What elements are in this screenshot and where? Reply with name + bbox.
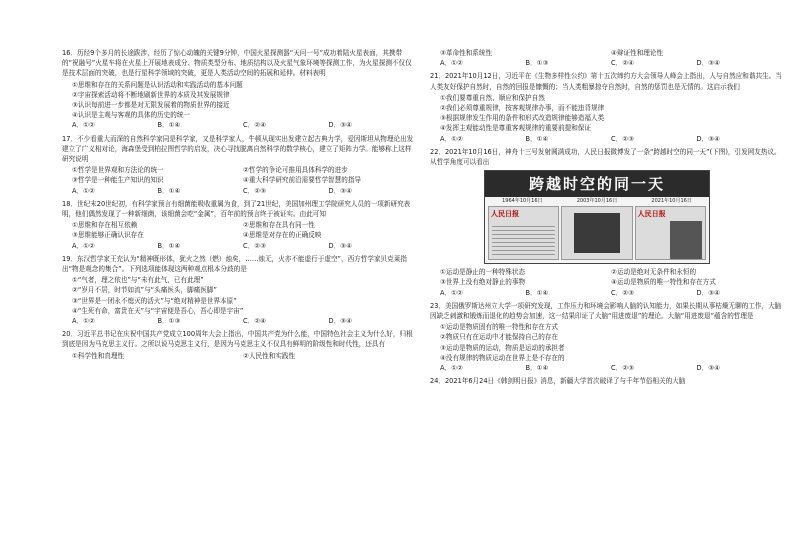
option-d[interactable]: D．③④ (328, 317, 352, 326)
statement: ④“生死有命，富贵在天”与“宇宙便是吾心，吾心即是宇宙” (72, 306, 244, 315)
option-c[interactable]: C．②④ (243, 317, 267, 326)
answer-options (440, 288, 782, 298)
question-23 (430, 301, 782, 373)
statement: ③思维能够正确认识存在 (72, 231, 144, 240)
left-column (62, 48, 414, 364)
statement: ①哲学是世界观和方法论的统一 (72, 166, 164, 175)
statement: ①我们要尊重自然、顺应和保护自然 (440, 93, 545, 102)
newspaper-page-image (561, 206, 632, 260)
rocket-photo (574, 213, 620, 253)
option-c[interactable]: C．②③ (243, 241, 267, 250)
statement-pairs (440, 48, 782, 58)
question-20-continued (430, 48, 782, 68)
answer-options (72, 241, 414, 251)
option-a[interactable]: A．①② (72, 186, 95, 195)
option-b[interactable]: B．①④ (157, 241, 181, 250)
statement: ④辩证性和理论性 (611, 49, 664, 57)
option-a[interactable]: A．①② (72, 241, 95, 250)
statement: ①思维和存在的关系问题是认识活动和实践活动的基本问题 (72, 80, 243, 89)
question-22 (430, 147, 782, 298)
statement: ②人民性和实践性 (243, 351, 296, 360)
statement: ④运动是物质的唯一特性和存在方式 (611, 278, 716, 287)
newspaper-page-image (488, 206, 559, 260)
answer-options (440, 363, 782, 373)
option-d[interactable]: D．③④ (696, 288, 720, 297)
option-c[interactable]: C．②③ (611, 364, 635, 373)
option-a[interactable]: A．①② (72, 121, 95, 130)
statement: ①科学性和真理性 (72, 351, 125, 360)
statement: ④重大科学研究前沿需要哲学智慧的指导 (243, 176, 362, 185)
option-d[interactable]: D．③④ (696, 134, 720, 143)
option-c[interactable]: C．②③ (611, 288, 635, 297)
date-label: 1964年10月16日 (502, 198, 543, 205)
question-stem: 20．习近平总书记在庆祝中国共产党成立100周年大会上指出，中国共产党为什么能，中国特色社会主义为什么好，归根到底是因为马克思主义行。之所以说马克思主义行，是因为马克思主义不仅具有鲜明的阶级性和时代性，还具有 (62, 330, 413, 349)
text-lines (492, 226, 555, 256)
option-a[interactable]: A．①② (440, 134, 463, 143)
question-stem: 21．2021年10月12日，习近平在《生物多样性公约》第十五次缔约方大会领导人峰会上指出，人与自然应和谐共生。当人类友好保护自然时，自然的回报是慷慨的；当人类粗暴掠夺自然时，自然的惩罚也是无情的。这启示我们 (430, 72, 782, 91)
option-b[interactable]: B．①③ (525, 59, 549, 68)
option-b[interactable]: B．①④ (157, 186, 181, 195)
question-stem: 16．历经9个多月的长途跋涉，经历了惊心动魄的关键9分钟，中国火星探测器“天问一号”成功着陆火星表面，其携带的“祝融号”火星车将在火星上开展地表成分、物质类型分布、地质结构以及火星气象环境等探测工作，为火星探测不仅仅是技术层面的突破，也是行星科学领域的突破，更是人类活动空间的拓展和延伸。材料表明 (62, 49, 412, 78)
option-c[interactable]: C．②③ (611, 134, 635, 143)
statement-pairs (72, 165, 414, 185)
newspaper-figure (484, 170, 710, 264)
newspaper-pages (485, 205, 709, 261)
rocket-photo (670, 221, 702, 259)
statement: ②思维和存在具有同一性 (243, 221, 315, 230)
question-stem: 22．2021年10月16日，神舟十三号发射圆满成功，人民日报微博发了一条“跨越时空的同一天”(下图)，引发网友热议。从哲学角度可以看出 (430, 147, 781, 167)
masthead-logo: 人民日报 (637, 209, 666, 219)
statement-pairs (72, 351, 414, 361)
question-21 (430, 71, 782, 143)
question-19 (62, 254, 414, 326)
statement: ②运动是绝对无条件和永恒的 (611, 268, 697, 277)
statement: ④没有规律的物质运动在世界上是不存在的 (440, 353, 565, 362)
option-c[interactable]: C．②④ (611, 59, 635, 68)
answer-options (72, 316, 414, 326)
statement: ②“岁月不居，时节如流”与“头痛医头，脚痛医脚” (72, 286, 217, 295)
figure-title: 跨越时空的同一天 (485, 171, 709, 197)
option-d[interactable]: D．③④ (696, 59, 720, 68)
statement: ①思维和存在相互依赖 (72, 221, 138, 230)
statement: ③哲学是一种能生产知识的知识 (72, 176, 164, 185)
statement: ③世界上没有绝对静止的事物 (440, 278, 526, 287)
option-d[interactable]: D．③④ (328, 241, 352, 250)
option-b[interactable]: B．①④ (525, 364, 549, 373)
question-stem: 17．不少看重大而深的自然科学家同是科学家，又是科学家人，牛顿从现实出发建立起古典力学，爱因斯坦从物理论出发建立了广义相对论，海森堡受到柏拉图哲学的启发，决心寻找脱离自然科学的数学核心，建立了矩阵力学。能够称上这样研究说明 (62, 134, 414, 164)
option-c[interactable]: C．②④ (243, 121, 267, 130)
statement: ④认识是主观与客观的具体的历史的统一 (72, 111, 191, 120)
question-stem: 18．世纪末20世纪初，有科学家预言有细菌能吸收重属为食，到了21世纪，美国加州理工学院研究人员的一项新研究表明，他们偶然发现了一种新细菌，该细菌会吃“金属”，百年前的预言终于被证实。由此可知 (62, 199, 411, 219)
statement: ②我们必须尊重规律，按客观规律办事，而不能违背规律 (440, 104, 605, 113)
answer-options (72, 186, 414, 196)
statement: ③“世界是一团永不熄灭的活火”与“绝对精神是世界本原” (72, 296, 237, 305)
newspaper-page-image (635, 206, 706, 260)
statement: ③认识每前进一步都是对无限发展着的物质世界的接近 (72, 101, 230, 110)
option-b[interactable]: B．①③ (157, 317, 181, 326)
statement: ②哲学的争论可推用具体科学的进步 (243, 166, 348, 175)
option-b[interactable]: B．①④ (525, 134, 549, 143)
statement-pairs (440, 267, 782, 287)
date-label: 2021年10月16日 (651, 198, 692, 205)
statement: ④思维是对存在的正确反映 (243, 231, 322, 240)
question-20 (62, 329, 414, 361)
date-label: 2003年10月16日 (576, 198, 618, 205)
statement: ④发挥主观能动性是尊重客观规律的重要前提和保证 (440, 124, 591, 133)
statement: ①运动是物质固有的唯一特性和存在方式 (440, 323, 559, 332)
masthead-logo: 人民日报 (491, 209, 519, 219)
statement: ③运动是物质的运动，物质是运动的承担者 (440, 343, 565, 352)
question-24 (430, 376, 782, 386)
answer-options (72, 120, 414, 130)
answer-options (440, 58, 782, 68)
option-a[interactable]: A．①② (72, 317, 95, 326)
answer-options (440, 134, 782, 144)
question-16 (62, 48, 414, 131)
question-stem: 24．2021年6月24日《韩剑明日报》消息，新疆大学首次破译了与千年节俗相关的大脑 (430, 377, 686, 386)
question-17 (62, 134, 414, 196)
statement: ①运动是静止的一种特殊状态 (440, 268, 526, 277)
right-column (430, 48, 782, 389)
statement: ③革命性和系统性 (440, 49, 493, 57)
question-stem: 19．东汉哲学家王充认为“精神既形体，犹火之然（燃）烛矣，……烛无，火亦不能虚行于虚空”，西方哲学家贝克莱指出“物是观念的集合”。下列选项能体现这两种观点根本分歧的是 (62, 254, 407, 274)
option-a[interactable]: A．①② (440, 364, 463, 373)
question-stem: 23．美国俄罗斯达州立大学一项研究发现，工作压力和环境会影响人脑的认知能力，如果长期从事枯燥无聊的工作，大脑因缺乏刺激和锻炼而退化的趋势会加速，这一结果印证了大脑“用进废退”的理论。大脑“用进废退”蕴含的哲理是 (430, 301, 782, 321)
statement: ③根据规律发生作用的条件和形式改造规律能够造福人类 (440, 114, 605, 123)
option-c[interactable]: C．②③ (243, 186, 267, 195)
option-b[interactable]: B．①④ (525, 288, 549, 297)
statement: ②物质只有在运动中才能保持自己的存在 (440, 333, 559, 342)
statement: ①“气者，理之依也”与“未有此气，已有此理” (72, 276, 204, 285)
question-18 (62, 199, 414, 251)
figure-dates (485, 197, 709, 205)
option-d[interactable]: D．③④ (328, 186, 352, 195)
option-d[interactable]: D．③④ (328, 121, 352, 130)
option-a[interactable]: A．①② (440, 59, 463, 68)
statement-pairs (72, 220, 414, 240)
option-d[interactable]: D．③④ (696, 364, 720, 373)
option-a[interactable]: A．①② (440, 288, 463, 297)
statement: ②宇宙探索活动将不断地刷新世界的本质及其发展规律 (72, 90, 230, 99)
option-b[interactable]: B．①④ (157, 121, 181, 130)
